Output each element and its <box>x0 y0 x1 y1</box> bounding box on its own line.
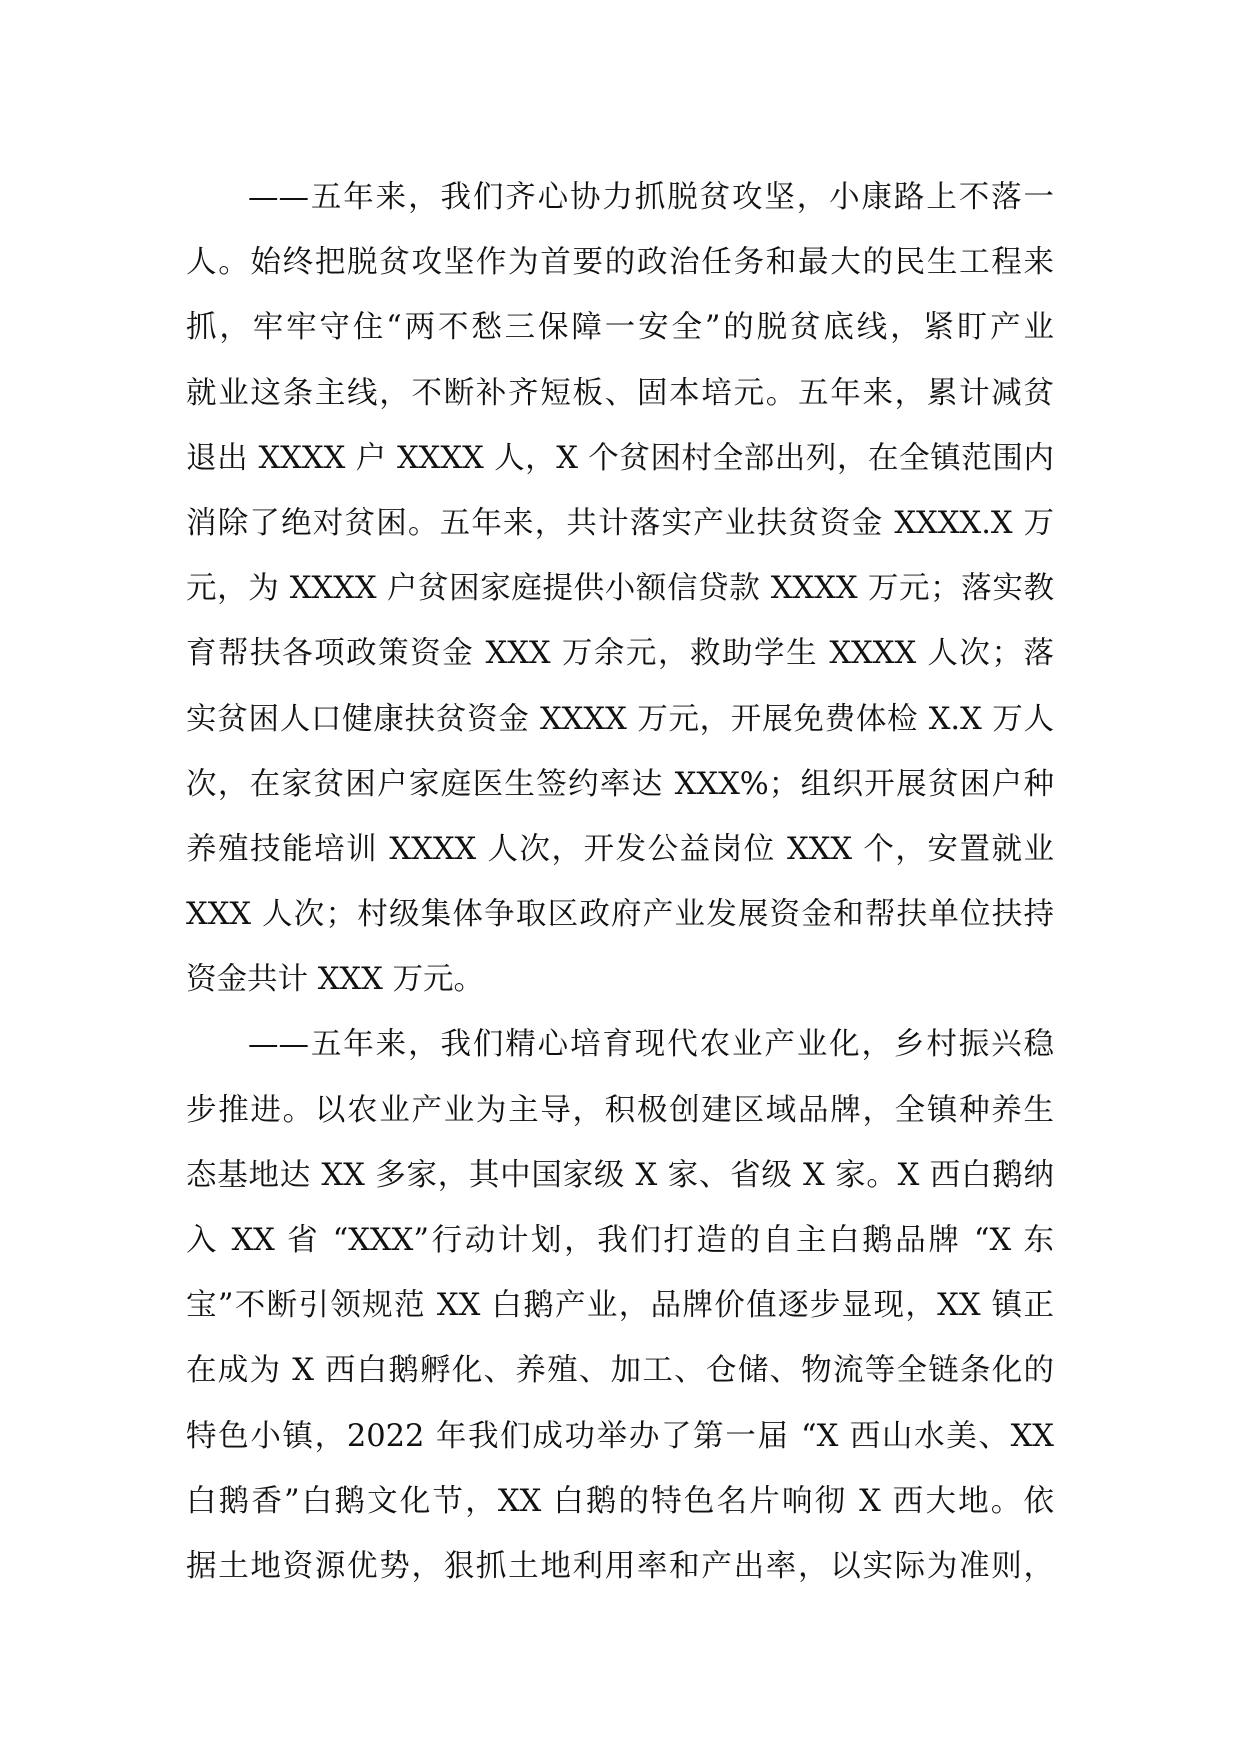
paragraph-line: 入 XX 省 “XXX”行动计划，我们打造的自主白鹅品牌 “X 东 <box>186 1223 1054 1258</box>
paragraph-rural-revitalization <box>186 1012 1054 1599</box>
paragraph-line: 人。始终把脱贫攻坚作为首要的政治任务和最大的民生工程来 <box>186 245 1054 281</box>
paragraph-line: 次，在家贫困户家庭医生签约率达 XXX%；组织开展贫困户种 <box>186 766 1054 802</box>
paragraph-line: 步推进。以农业产业为主导，积极创建区域品牌，全镇种养生 <box>186 1092 1054 1128</box>
paragraph-poverty-alleviation <box>186 165 1054 1012</box>
paragraph-line: 消除了绝对贫困。五年来，共计落实产业扶贫资金 XXXX.X 万 <box>186 505 1054 541</box>
paragraph-line: 资金共计 XXX 万元。 <box>186 962 485 998</box>
paragraph-line: 元，为 XXXX 户贫困家庭提供小额信贷款 XXXX 万元；落实教 <box>186 571 1054 607</box>
paragraph-line: 育帮扶各项政策资金 XXX 万余元，救助学生 XXXX 人次；落 <box>186 636 1054 672</box>
paragraph-line: 态基地达 XX 多家，其中国家级 X 家、省级 X 家。X 西白鹅纳 <box>186 1157 1054 1193</box>
paragraph-line: ——五年来，我们齐心协力抓脱贫攻坚，小康路上不落一 <box>248 180 1054 215</box>
paragraph-line: ——五年来，我们精心培育现代农业产业化，乡村振兴稳 <box>248 1027 1054 1063</box>
document-body <box>186 165 1054 1599</box>
paragraph-line: 退出 XXXX 户 XXXX 人，X 个贫困村全部出列，在全镇范围内 <box>186 440 1054 476</box>
paragraph-line: 抓，牢牢守住“两不愁三保障一安全”的脱贫底线，紧盯产业 <box>186 310 1054 346</box>
paragraph-line: 据土地资源优势，狠抓土地利用率和产出率，以实际为准则， <box>186 1548 1054 1584</box>
paragraph-line: 在成为 X 西白鹅孵化、养殖、加工、仓储、物流等全链条化的 <box>186 1353 1054 1389</box>
paragraph-line: 宝”不断引领规范 XX 白鹅产业，品牌价值逐步显现，XX 镇正 <box>186 1288 1054 1324</box>
paragraph-line: 实贫困人口健康扶贫资金 XXXX 万元，开展免费体检 X.X 万人 <box>186 701 1054 737</box>
paragraph-line: 特色小镇，2022 年我们成功举办了第一届 “X 西山水美、XX <box>186 1418 1054 1454</box>
paragraph-line: 就业这条主线，不断补齐短板、固本培元。五年来，累计减贫 <box>186 375 1054 411</box>
paragraph-line: XXX 人次；村级集体争取区政府产业发展资金和帮扶单位扶持 <box>186 897 1054 933</box>
paragraph-line: 养殖技能培训 XXXX 人次，开发公益岗位 XXX 个，安置就业 <box>186 831 1054 867</box>
paragraph-line: 白鹅香”白鹅文化节，XX 白鹅的特色名片响彻 X 西大地。依 <box>186 1483 1054 1519</box>
